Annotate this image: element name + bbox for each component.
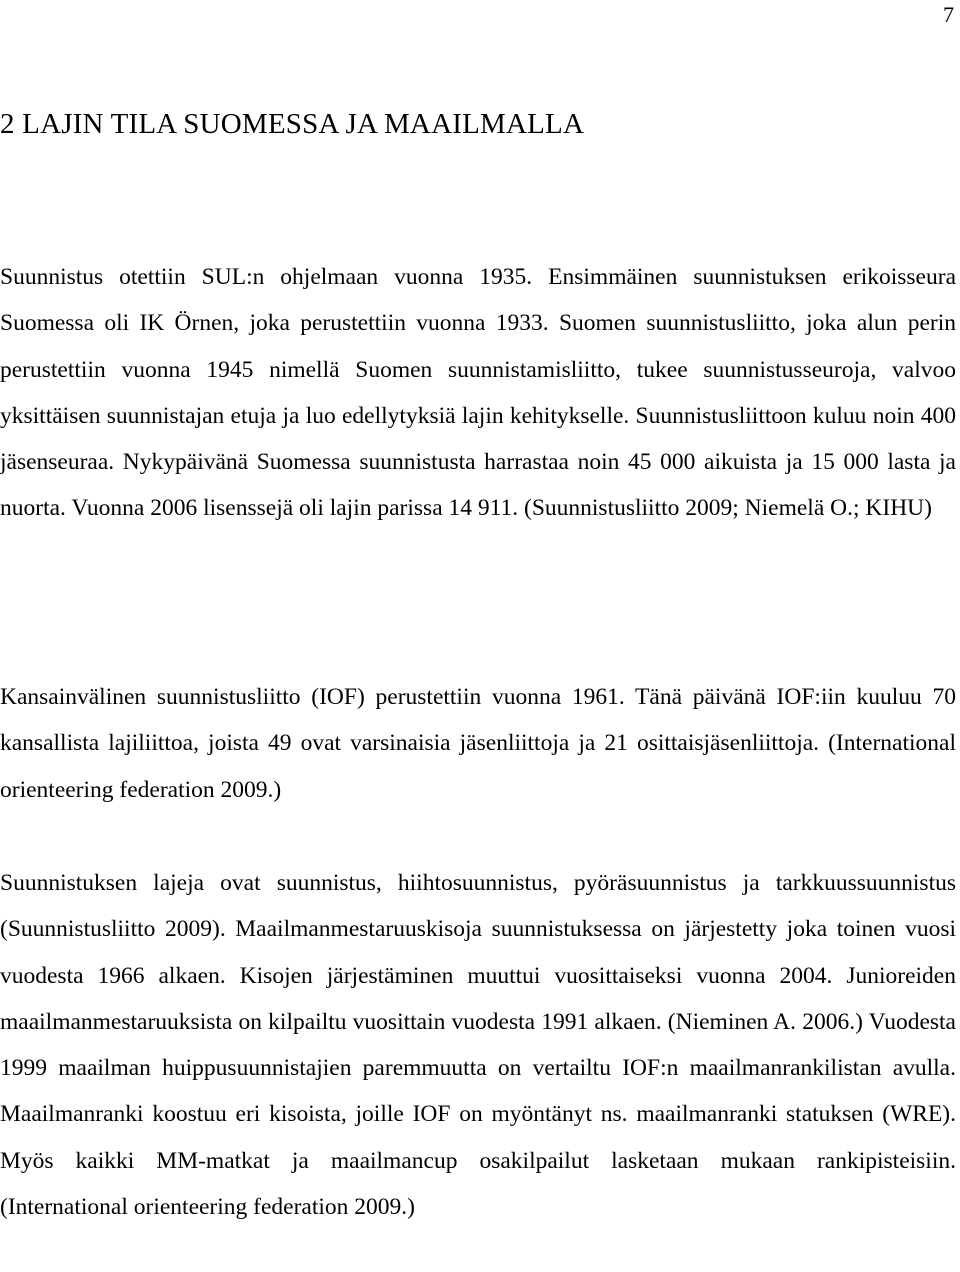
- paragraph-disciplines: Suunnistuksen lajeja ovat suunnistus, hiihtosuunnistus, pyöräsuunnistus ja tarkkuussuunnistus (Suunnistusliitto 2009). Maailmanmestaruuskisoja suunnistuksessa on järjestetty joka toinen vuosi vuodesta 1966 alkaen. Kisojen järjestäminen muuttui vuosittaiseksi vuonna 2004. Junioreiden maailmanmestaruuksista on kilpailtu vuosittain vuodesta 1991 alkaen. (Nieminen A. 2006.) Vuodesta 1999 maailman huippusuunnistajien paremmuutta on vertailtu IOF:n maailmanrankilistan avulla. Maailmanranki koostuu eri kisoista, joille IOF on myöntänyt ns. maailmanranki statuksen (WRE). Myös kaikki MM-matkat ja maailmancup osakilpailut lasketaan mukaan rankipisteisiin. (International orienteering federation 2009.): [0, 870, 956, 1221]
- paragraph-finland: Suunnistus otettiin SUL:n ohjelmaan vuonna 1935. Ensimmäinen suunnistuksen erikoisseura Suomessa oli IK Örnen, joka perustettiin vuonna 1933. Suomen suunnistusliitto, joka alun perin perustettiin vuonna 1945 nimellä Suomen suunnistamisliitto, tukee suunnistusseuroja, valvoo yksittäisen suunnistajan etuja ja luo edellytyksiä lajin kehitykselle. Suunnistusliittoon kuluu noin 400 jäsenseuraa. Nykypäivänä Suomessa suunnistusta harrastaa noin 45 000 aikuista ja 15 000 lasta ja nuorta. Vuonna 2006 lisenssejä oli lajin parissa 14 911. (Suunnistusliitto 2009; Niemelä O.; KIHU): [0, 264, 956, 522]
- paragraph-iof: Kansainvälinen suunnistusliitto (IOF) perustettiin vuonna 1961. Tänä päivänä IOF:iin kuuluu 70 kansallista lajiliittoa, joista 49 ovat varsinaisia jäsenliittoja ja 21 osittaisjäsenliittoja. (International orienteering federation 2009.): [0, 684, 956, 803]
- page-number: 7: [943, 2, 954, 27]
- section-heading: 2 LAJIN TILA SUOMESSA JA MAAILMALLA: [0, 108, 585, 140]
